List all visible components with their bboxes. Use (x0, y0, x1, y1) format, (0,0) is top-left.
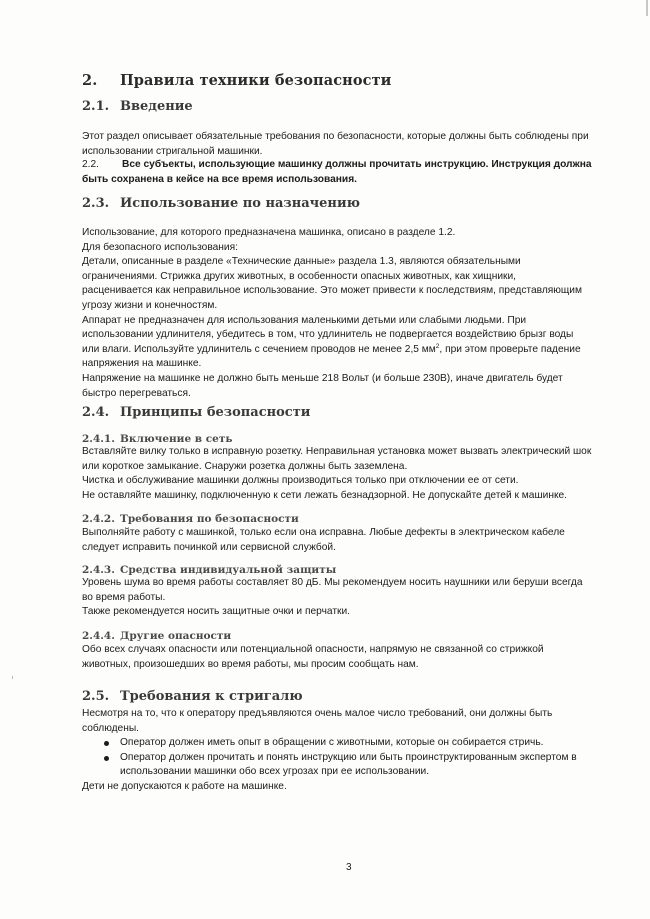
text-line: использовании удлинителя, убедитесь в том, что удлинитель не подвергается воздействию брызг воды (82, 329, 574, 341)
text-line: быстро перегреваться. (82, 387, 191, 399)
subsection-title: Введение (120, 99, 193, 114)
text-line: Уровень шума во время работы составляет 80 дБ. Мы рекомендуем носить наушники или беруши всегда (82, 577, 583, 588)
subsection-number: 2.4. (82, 405, 110, 420)
text-line: Оператор должен иметь опыт в обращении с животными, которые он собирается стричь. (120, 737, 544, 748)
text-line: напряжения на машинке. (82, 358, 202, 370)
text-line: Не оставляйте машинку, подключенную к сети лежать безнадзорной. Не допускайте детей к машинке. (82, 489, 568, 501)
text-line: следует исправить починкой или сервисной службой. (82, 541, 336, 553)
text-line: или влаги. Используйте удлинитель с сечением проводов не менее 2,5 $мм^2$, при этом проверьте падение (82, 342, 581, 355)
subsection-heading-2-5 (82, 689, 606, 704)
subsection-heading-2-1 (82, 99, 606, 114)
text-line: Выполняйте работу с машинкой, только если она исправна. Любые дефекты в электрическом кабеле (82, 527, 565, 538)
subsection-number: 2.3. (82, 196, 110, 211)
subsection-number: 2.1. (82, 99, 110, 114)
text-line: ограничениями. Стрижка других животных, в особенности опасных животных, как хищники, (82, 270, 516, 282)
subsection-title: Требования по безопасности (120, 513, 299, 525)
text-line: Оператор должен прочитать и понять инструкцию или быть проинструктированным экспертом в (120, 751, 577, 763)
safety-requirements-paragraph (82, 526, 606, 555)
subsection-title: Использование по назначению (120, 196, 360, 211)
text-line: Обо всех случаях опасности или потенциальной опасности, напрямую не связанной со стрижкой (82, 644, 544, 655)
other-hazards-paragraph (82, 643, 606, 672)
text-line: Несмотря на то, что к оператору предъявляются очень малое число требований, они должны быть (82, 708, 553, 719)
text-line: использовании стригальной машинки. (82, 145, 263, 157)
subsection-heading-2-4 (82, 405, 606, 420)
subsection-heading-2-3 (82, 196, 606, 211)
subsection-number: 2.4.1. (82, 433, 115, 445)
text-line: Аппарат не предназначен для использования маленькими детьми или слабыми людьми. При (82, 314, 527, 326)
list-item (104, 751, 614, 780)
subsection-title: Включение в сеть (120, 433, 233, 445)
subsection-title: Требования к стригалю (120, 689, 303, 704)
subsection-title: Принципы безопасности (120, 405, 311, 420)
subsection-number: 2.4.2. (82, 513, 115, 525)
subsubsection-heading-2-4-4 (82, 630, 606, 642)
text-line: использовании машинки обо всех угрозах при ее использовании. (120, 766, 430, 778)
superscript: 2 (435, 342, 440, 350)
text-line: соблюдены. (82, 722, 140, 734)
text-line: Использование, для которого предназначена машинка, описано в разделе 1.2. (82, 227, 456, 238)
subsubsection-heading-2-4-1 (82, 433, 606, 445)
text-line: во время работы. (82, 591, 166, 603)
text-line: Все субъекты, использующие машинку должны прочитать инструкцию. Инструкция должна (122, 159, 592, 170)
closing-paragraph (82, 780, 606, 795)
operator-requirements-list (104, 736, 614, 780)
text-line: Для безопасного использования: (82, 241, 238, 253)
operator-paragraph (82, 707, 606, 736)
text-line: расценивается как неправильное использование. Это может привести к последствиям, представляющим (82, 285, 583, 297)
protection-paragraph (82, 576, 606, 620)
text-line: Дети не допускаются к работе на машинке. (82, 781, 287, 792)
text-line: быть сохранена в кейсе на все время использования. (82, 173, 357, 185)
page-number: 3 (346, 862, 352, 873)
section-number: 2. (82, 72, 98, 89)
text-line: или короткое замыкание. Снаружи розетка должны быть заземлена. (82, 460, 408, 472)
subsection-title: Другие опасности (120, 630, 232, 642)
power-paragraph (82, 445, 606, 503)
scan-edge-mark (646, 0, 648, 16)
text-line: Вставляйте вилку только в исправную розетку. Неправильная установка может вызвать электрический шок (82, 446, 592, 457)
text-line: Напряжение на машинке не должно быть меньше 218 Вольт (и больше 230В), иначе двигатель будет (82, 372, 563, 384)
subsection-number: 2.2. (82, 159, 99, 170)
usage-paragraph (82, 226, 606, 401)
bullet-icon (104, 756, 109, 761)
subsection-title: Средства индивидуальной защиты (120, 564, 337, 576)
subsubsection-heading-2-4-2 (82, 513, 606, 525)
subsection-number: 2.4.4. (82, 630, 115, 642)
subsection-number: 2.4.3. (82, 564, 115, 576)
text-line: Также рекомендуется носить защитные очки и перчатки. (82, 606, 350, 618)
bullet-icon (104, 741, 109, 746)
subsubsection-heading-2-4-3 (82, 564, 606, 576)
text-line: Детали, описанные в разделе «Технические данные» раздела 1.3, являются обязательными (82, 256, 521, 268)
subsection-number: 2.5. (82, 689, 110, 704)
text-line: Этот раздел описывает обязательные требования по безопасности, которые должны быть соблюдены при (82, 131, 589, 142)
subsection-2-2-paragraph (82, 158, 606, 187)
intro-paragraph (82, 130, 606, 159)
section-title: Правила техники безопасности (120, 72, 392, 89)
section-heading (82, 72, 606, 89)
list-item (104, 736, 614, 751)
text-line: Чистка и обслуживание машинки должны производиться только при отключении ее от сети. (82, 475, 519, 487)
scan-speck (12, 676, 13, 679)
text-line: угрозу жизни и конечностям. (82, 299, 218, 311)
text-line: животных, произошедших во время работы, мы просим сообщать нам. (82, 658, 419, 670)
